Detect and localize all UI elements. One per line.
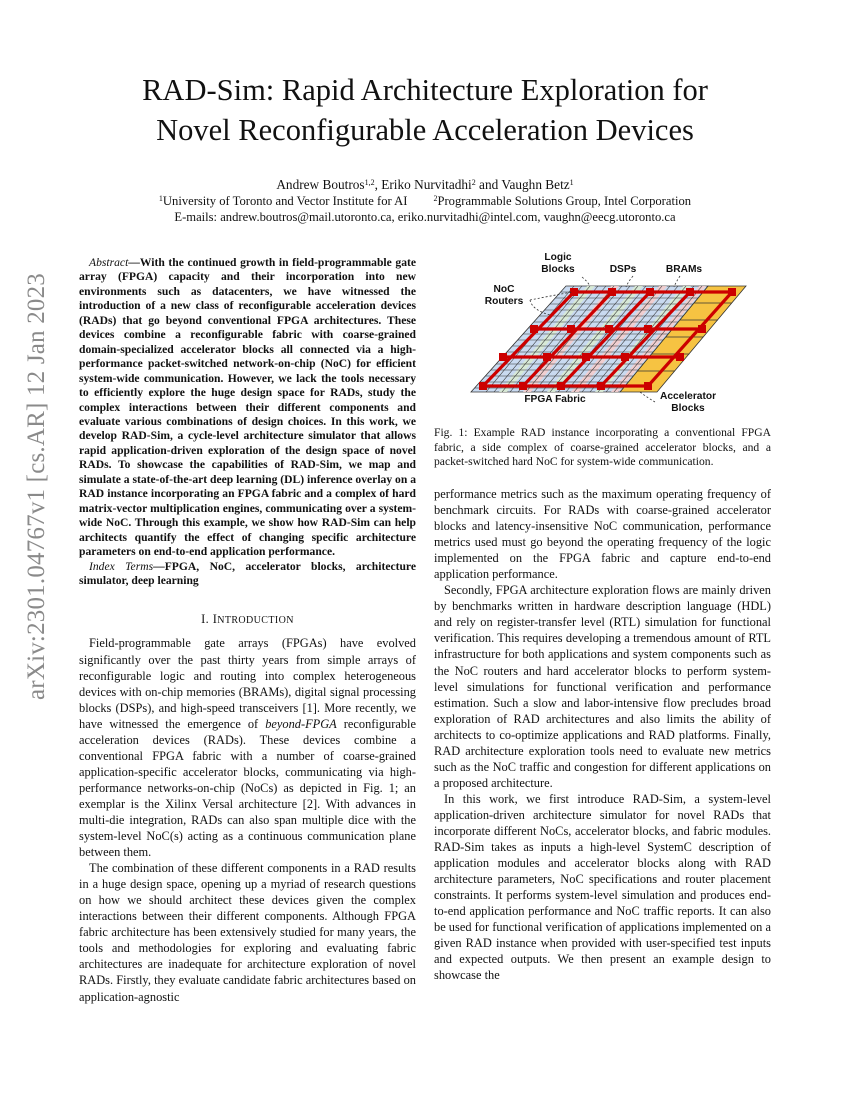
index-terms-text: —FPGA, NoC, accelerator blocks, architecture simulator, deep learning bbox=[79, 559, 417, 587]
section-heading-introduction bbox=[79, 611, 416, 629]
affiliation-mark: 1 bbox=[158, 194, 163, 203]
affiliation-text: Programmable Solutions Group, Intel Corporation bbox=[437, 194, 692, 208]
author-affiliation-mark: 1 bbox=[569, 178, 574, 187]
affiliations bbox=[0, 193, 850, 209]
index-terms bbox=[79, 560, 416, 589]
title-line-1: RAD-Sim: Rapid Architecture Exploration for bbox=[142, 73, 708, 107]
left-column bbox=[79, 256, 416, 1005]
intro-paragraph-4: Secondly, FPGA architecture exploration flows are mainly driven by benchmarks written in hardware description language (HDL) and rely on register-transfer level (RTL) simulation for functional verification. This requires developing a tremendous amount of RTL infrastructure for both applications and system components such as the NoC routers and hard accelerator blocks to perform system-level simulations for functional verification and performance estimation. Such a slow and labor-intensive flow precludes broad exploration of RAD architectures and also limits the ability of architects to co-optimize applications and RAD platforms. Finally, RAD architecture exploration tools need to evaluate new metrics such as the NoC traffic and congestion for different applications on a proposed architecture. bbox=[434, 583, 771, 790]
author-name: Andrew Boutros bbox=[276, 177, 365, 192]
figure-1-rad-diagram bbox=[455, 248, 775, 416]
affiliation-text: University of Toronto and Vector Institute for AI bbox=[162, 194, 408, 208]
arxiv-identifier-stamp: arXiv:2301.04767v1 [cs.AR] 12 Jan 2023 bbox=[23, 273, 50, 700]
abstract-text: —With the continued growth in field-programmable gate array (FPGA) capacity and their incorporation into new environments such as datacenters, we have witnessed the introduction of a new class of reconfigurable acceleration devices (RADs) that go beyond conventional FPGA architectures. These devices combine a reconfigurable fabric with coarse-grained domain-specialized accelerator blocks all connected via a high-performance packet-switched network-on-chip (NoC) for efficient system-wide communication. However, we lack the tools necessary to efficiently explore the huge design space for RADs, study the complex interactions between their different components and evaluate various combinations of design choices. In this work, we develop RAD-Sim, a cycle-level architecture simulator that allows rapid application-driven exploration of the design space of novel RADs. To showcase the capabilities of RAD-Sim, we map and simulate a state-of-the-art deep learning (DL) inference overlay on a RAD instance incorporating an FPGA fabric and a complex of hard matrix-vector multiplication engines, communicating over a system-wide NoC. Through this example, we show how RAD-Sim can help architects quantify the effect of changing specific architecture parameters on end-to-end application performance. bbox=[79, 256, 416, 559]
emphasis-beyond-fpga: beyond-FPGA bbox=[265, 716, 337, 731]
intro-paragraph-5: In this work, we first introduce RAD-Sim, a system-level application-driven architecture simulator for novel RADs that incorporate different NoCs, accelerator blocks, and fabric modules. RAD-Sim takes as inputs a high-level SystemC description of application modules and accelerator blocks along with RAD architecture parameters, NoC specifications and router placement constraints. It performs system-level simulation and produces end-to-end application performance and NoC traffic reports. It can also be used for functional verification of applications implemented on a given RAD instance when provided with user-specified test inputs and expected outputs. We then present an example design to showcase the bbox=[434, 791, 771, 983]
author-separator: and bbox=[475, 177, 502, 192]
label-accelerator-blocks: Accelerator Blocks bbox=[659, 391, 717, 414]
label-logic-blocks: Logic Blocks bbox=[541, 252, 575, 275]
author-name: Vaughn Betz bbox=[501, 177, 570, 192]
paper-title bbox=[0, 70, 850, 150]
title-line-2: Novel Reconfigurable Acceleration Devices bbox=[156, 113, 694, 147]
author-separator: , bbox=[374, 177, 382, 192]
right-column bbox=[434, 486, 771, 983]
author-list bbox=[0, 176, 850, 193]
author-affiliation-mark: 1,2 bbox=[364, 178, 375, 187]
label-fpga-fabric: FPGA Fabric bbox=[524, 394, 586, 405]
intro-paragraph-1 bbox=[79, 635, 416, 860]
paragraph-text: reconfigurable acceleration devices (RADs). These devices combine a conventional FPGA fabric with a number of coarse-grained application-specific accelerator blocks, communicating via high-performance networks-on-chip (NoCs) as depicted in Fig. 1; an exemplar is the Xilinx Versal architecture [2]. With advances in multi-die integration, RADs can also span multiple dice with the system-level NoC(s) acting as a continuous communication plane between them. bbox=[79, 716, 416, 860]
label-brams: BRAMs bbox=[665, 264, 703, 275]
section-title-rest: NTRODUCTION bbox=[217, 615, 294, 627]
section-numeral: I. bbox=[201, 612, 213, 627]
abstract-label: Abstract bbox=[89, 256, 129, 269]
affiliation-mark: 2 bbox=[433, 194, 438, 203]
abstract bbox=[79, 256, 416, 560]
figure-1-caption: Fig. 1: Example RAD instance incorporating a conventional FPGA fabric, a side complex of coarse-grained accelerator blocks, and a packet-switched hard NoC for system-wide communication. bbox=[434, 426, 771, 468]
intro-paragraph-3: performance metrics such as the maximum operating frequency of benchmark circuits. For RADs with coarse-grained accelerator blocks and latency-insensitive NoC communication, performance metrics used must go beyond the operating frequency of the logic implemented on the FPGA fabric and capture end-to-end application performance. bbox=[434, 487, 771, 582]
section-title-initial: I bbox=[212, 612, 218, 627]
label-noc-routers: NoC Routers bbox=[484, 284, 524, 307]
intro-paragraph-2: The combination of these different components in a RAD results in a huge design space, opening up a myriad of research questions on how we should architect these devices given the complex interactions between their different components. Although FPGA fabric architecture has been extensively studied for many years, the tools and methodologies for exploring and evaluating fabric architectures are inadequate for architecture exploration of novel RADs. Firstly, they evaluate candidate fabric architectures based on application-agnostic bbox=[79, 861, 416, 1004]
paragraph-text: Field-programmable gate arrays (FPGAs) have evolved significantly over the past thirty years from simple arrays of reconfigurable logic and routing into complex heterogeneous devices with on-chip memories (BRAMs), digital signal processing blocks (DSPs), and high-speed transceivers [1]. More recently, we have witnessed the emergence of bbox=[79, 636, 416, 731]
index-terms-label: Index Terms bbox=[89, 559, 154, 573]
author-affiliation-mark: 2 bbox=[471, 178, 476, 187]
author-name: Eriko Nurvitadhi bbox=[381, 177, 472, 192]
label-dsps: DSPs bbox=[609, 264, 637, 275]
author-emails: E-mails: andrew.boutros@mail.utoronto.ca, eriko.nurvitadhi@intel.com, vaughn@eecg.utoronto.ca bbox=[174, 210, 676, 224]
